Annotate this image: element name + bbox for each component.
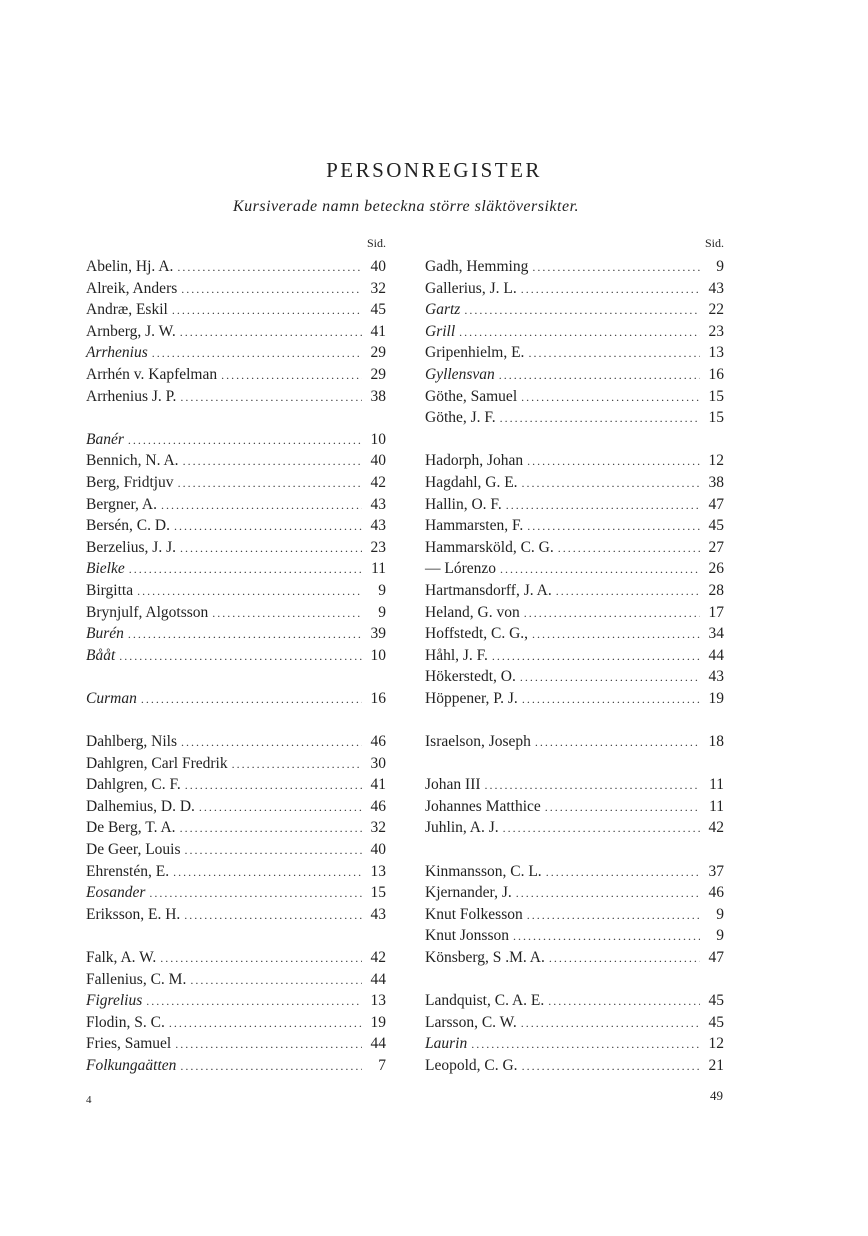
- dot-leader: [500, 559, 700, 581]
- index-column-right: [425, 236, 724, 1077]
- entry-name: Juhlin, A. J.: [425, 819, 499, 837]
- section-gap: [86, 925, 386, 947]
- index-entry: [86, 494, 386, 516]
- index-entries-right: [425, 256, 724, 1077]
- index-entry: [86, 537, 386, 559]
- index-entry: [86, 321, 386, 343]
- dot-leader: [516, 883, 700, 905]
- entry-page: 9: [378, 581, 386, 599]
- entry-name: Bielke: [86, 560, 125, 578]
- index-entry: [425, 817, 724, 839]
- entry-name: Dahlgren, C. F.: [86, 776, 181, 794]
- dot-leader: [181, 732, 362, 754]
- entry-page: 43: [708, 668, 724, 686]
- dot-leader: [521, 387, 700, 409]
- index-entry: [425, 882, 724, 904]
- entry-name: Bergner, A.: [86, 495, 157, 513]
- index-entry: [425, 494, 724, 516]
- entry-name: Hallin, O. F.: [425, 495, 502, 513]
- dot-leader: [459, 322, 700, 344]
- index-entry: [425, 1033, 724, 1055]
- dot-leader: [141, 689, 362, 711]
- dot-leader: [500, 408, 700, 430]
- dot-leader: [545, 797, 700, 819]
- entry-name: Alreik, Anders: [86, 279, 178, 297]
- index-entry: [425, 731, 724, 753]
- entry-page: 29: [370, 344, 386, 362]
- section-gap: [86, 407, 386, 429]
- entry-page: 9: [378, 603, 386, 621]
- dot-leader: [556, 581, 700, 603]
- entry-name: Bennich, N. A.: [86, 452, 179, 470]
- entry-page: 26: [708, 560, 724, 578]
- entry-page: 13: [708, 344, 724, 362]
- entry-name: Hammarsten, F.: [425, 517, 524, 535]
- index-entry: [86, 299, 386, 321]
- dot-leader: [524, 603, 700, 625]
- entry-name: Ehrenstén, E.: [86, 862, 170, 880]
- entry-page: 30: [370, 754, 386, 772]
- entry-name: Gadh, Hemming: [425, 258, 529, 275]
- dot-leader: [532, 624, 700, 646]
- entry-page: 23: [370, 538, 386, 556]
- dot-leader: [548, 991, 700, 1013]
- dot-leader: [212, 603, 362, 625]
- entry-name: Grill: [425, 322, 456, 340]
- dot-leader: [128, 624, 362, 646]
- entry-page: 42: [370, 949, 386, 966]
- index-entry: [86, 645, 386, 667]
- entry-page: 41: [370, 776, 386, 794]
- dot-leader: [232, 754, 362, 776]
- index-entry: [425, 796, 724, 818]
- dot-leader: [527, 516, 700, 538]
- index-entry: [425, 580, 724, 602]
- entry-page: 43: [708, 279, 724, 297]
- entry-name: Landquist, C. A. E.: [425, 992, 545, 1010]
- entry-page: 44: [370, 1035, 386, 1053]
- dot-leader: [180, 538, 362, 560]
- entry-page: 34: [708, 625, 724, 643]
- entry-name: De Geer, Louis: [86, 841, 181, 859]
- entry-name: Israelson, Joseph: [425, 733, 531, 751]
- index-entry: [86, 602, 386, 624]
- index-entry: [86, 861, 386, 883]
- index-entry: [86, 947, 386, 969]
- entry-page: 15: [370, 884, 386, 902]
- dot-leader: [520, 667, 700, 689]
- index-entry: [425, 774, 724, 796]
- entry-page: 37: [708, 862, 724, 880]
- entry-name: — Lórenzo: [425, 560, 497, 578]
- entry-page: 45: [708, 992, 724, 1010]
- dot-leader: [499, 365, 700, 387]
- entry-name: Birgitta: [86, 581, 134, 599]
- index-entry: [86, 1033, 386, 1055]
- dot-leader: [184, 905, 362, 927]
- index-entry: [425, 666, 724, 688]
- entry-name: Johannes Matthice: [425, 797, 541, 815]
- index-entry: [86, 753, 386, 775]
- dot-leader: [160, 948, 362, 970]
- dot-leader: [521, 1013, 700, 1035]
- entry-name: Brynjulf, Algotsson: [86, 603, 209, 621]
- entry-name: Fallenius, C. M.: [86, 970, 187, 988]
- dot-leader: [152, 343, 362, 365]
- entry-name: Göthe, Samuel: [425, 387, 518, 405]
- entry-page: 7: [378, 1056, 386, 1074]
- entry-name: Eosander: [86, 884, 146, 902]
- dot-leader: [180, 818, 362, 840]
- entry-page: 23: [708, 322, 724, 340]
- dot-leader: [532, 257, 700, 279]
- section-gap: [86, 709, 386, 731]
- dot-leader: [190, 970, 362, 992]
- signature-mark: 4: [86, 1094, 92, 1106]
- index-entry: [425, 623, 724, 645]
- dot-leader: [172, 300, 362, 322]
- entry-page: 47: [708, 495, 724, 513]
- entry-page: 9: [716, 927, 724, 945]
- index-entry: [425, 904, 724, 926]
- index-entry: [86, 623, 386, 645]
- index-entry: [86, 774, 386, 796]
- entry-name: Dalhemius, D. D.: [86, 797, 195, 815]
- entry-name: Johan III: [425, 776, 481, 794]
- entry-name: Dahlgren, Carl Fredrik: [86, 754, 228, 772]
- index-entry: [425, 1055, 724, 1077]
- entry-page: 46: [708, 884, 724, 902]
- entry-name: Bersén, C. D.: [86, 517, 170, 535]
- index-entry: [425, 645, 724, 667]
- entry-name: Kinmansson, C. L.: [425, 862, 542, 880]
- entry-page: 32: [370, 819, 386, 837]
- entry-name: Kjernander, J.: [425, 884, 512, 902]
- entry-name: Hoffstedt, C. G.,: [425, 625, 529, 643]
- index-entry: [86, 515, 386, 537]
- dot-leader: [535, 732, 700, 754]
- index-entry: [86, 969, 386, 991]
- index-entries-left: [86, 256, 386, 1077]
- entry-name: Gallerius, J. L.: [425, 279, 517, 297]
- entry-name: Höppener, P. J.: [425, 689, 518, 707]
- dot-leader: [558, 538, 700, 560]
- entry-name: Hartmansdorff, J. A.: [425, 581, 552, 599]
- entry-page: 10: [370, 430, 386, 448]
- entry-page: 13: [370, 862, 386, 880]
- section-gap: [425, 753, 724, 775]
- index-entry: [86, 558, 386, 580]
- entry-page: 11: [371, 560, 386, 578]
- entry-page: 11: [709, 776, 724, 794]
- dot-leader: [177, 257, 362, 279]
- dot-leader: [129, 559, 362, 581]
- dot-leader: [180, 1056, 362, 1078]
- entry-page: 42: [708, 819, 724, 837]
- entry-page: 44: [708, 646, 724, 664]
- entry-name: Göthe, J. F.: [425, 409, 496, 427]
- entry-name: Gartz: [425, 301, 461, 319]
- entry-page: 44: [370, 970, 386, 988]
- dot-leader: [522, 689, 700, 711]
- entry-name: Könsberg, S .M. A.: [425, 949, 545, 966]
- entry-page: 12: [708, 452, 724, 470]
- entry-page: 42: [370, 473, 386, 491]
- entry-page: 15: [708, 387, 724, 405]
- dot-leader: [175, 1034, 362, 1056]
- entry-page: 46: [370, 733, 386, 751]
- dot-leader: [185, 775, 362, 797]
- index-entry: [86, 386, 386, 408]
- entry-name: Håhl, J. F.: [425, 646, 488, 664]
- dot-leader: [527, 905, 700, 927]
- index-entry: [86, 1012, 386, 1034]
- dot-leader: [522, 1056, 700, 1078]
- entry-name: Berzelius, J. J.: [86, 538, 176, 556]
- dot-leader: [183, 451, 362, 473]
- entry-name: De Berg, T. A.: [86, 819, 176, 837]
- dot-leader: [173, 862, 362, 884]
- dot-leader: [221, 365, 362, 387]
- index-entry: [425, 537, 724, 559]
- entry-name: Larsson, C. W.: [425, 1013, 517, 1031]
- entry-name: Hadorph, Johan: [425, 452, 524, 470]
- entry-page: 13: [370, 992, 386, 1010]
- index-entry: [86, 882, 386, 904]
- entry-page: 28: [708, 581, 724, 599]
- dot-leader: [492, 646, 700, 668]
- index-entry: [86, 472, 386, 494]
- entry-name: Andræ, Eskil: [86, 301, 168, 319]
- entry-name: Laurin: [425, 1035, 468, 1053]
- index-entry: [425, 602, 724, 624]
- entry-page: 15: [708, 409, 724, 427]
- page-number: 49: [710, 1088, 723, 1103]
- entry-page: 21: [708, 1056, 724, 1074]
- page-column-label: Sid.: [366, 236, 386, 250]
- entry-page: 9: [716, 905, 724, 923]
- dot-leader: [546, 862, 700, 884]
- dot-leader: [506, 495, 700, 517]
- entry-page: 40: [370, 452, 386, 470]
- page-title: PERSONREGISTER: [326, 158, 542, 182]
- index-entry: [425, 299, 724, 321]
- index-entry: [425, 990, 724, 1012]
- entry-page: 22: [708, 301, 724, 319]
- index-entry: [425, 342, 724, 364]
- index-entry: [86, 342, 386, 364]
- entry-page: 9: [716, 258, 724, 275]
- entry-page: 43: [370, 905, 386, 923]
- index-entry: [425, 278, 724, 300]
- entry-page: 39: [370, 625, 386, 643]
- entry-name: Leopold, C. G.: [425, 1056, 518, 1074]
- entry-name: Abelin, Hj. A.: [86, 258, 174, 275]
- entry-page: 19: [708, 689, 724, 707]
- entry-name: Heland, G. von: [425, 603, 520, 621]
- entry-name: Arrhén v. Kapfelman: [86, 365, 218, 383]
- entry-name: Burén: [86, 625, 124, 643]
- dot-leader: [185, 840, 363, 862]
- dot-leader: [128, 430, 362, 452]
- index-entry: [86, 817, 386, 839]
- entry-name: Hagdahl, G. E.: [425, 473, 518, 491]
- entry-page: 32: [370, 279, 386, 297]
- entry-page: 41: [370, 322, 386, 340]
- entry-name: Figrelius: [86, 992, 143, 1010]
- entry-page: 45: [708, 1013, 724, 1031]
- entry-name: Falk, A. W.: [86, 949, 157, 966]
- index-entry: [425, 861, 724, 883]
- index-entry: [425, 472, 724, 494]
- dot-leader: [178, 473, 362, 495]
- index-entry: [425, 1012, 724, 1034]
- entry-name: Berg, Fridtjuv: [86, 473, 174, 491]
- entry-page: 43: [370, 495, 386, 513]
- section-gap: [425, 969, 724, 991]
- entry-page: 16: [708, 365, 724, 383]
- index-entry: [425, 947, 724, 969]
- entry-name: Gyllensvan: [425, 365, 495, 383]
- section-gap: [86, 666, 386, 688]
- entry-name: Folkungaätten: [86, 1056, 177, 1074]
- entry-name: Dahlberg, Nils: [86, 733, 177, 751]
- dot-leader: [137, 581, 362, 603]
- dot-leader: [180, 387, 362, 409]
- page-subtitle: Kursiverade namn beteckna större släktöversikter.: [232, 198, 580, 215]
- index-entry: [425, 558, 724, 580]
- index-entry: [425, 321, 724, 343]
- entry-page: 38: [370, 387, 386, 405]
- index-entry: [425, 925, 724, 947]
- index-entry: [86, 450, 386, 472]
- entry-page: 11: [709, 797, 724, 815]
- entry-name: Banér: [86, 430, 124, 448]
- index-entry: [86, 429, 386, 451]
- entry-name: Arrhenius J. P.: [86, 387, 177, 405]
- entry-page: 45: [370, 301, 386, 319]
- entry-page: 38: [708, 473, 724, 491]
- dot-leader: [471, 1034, 700, 1056]
- dot-leader: [146, 991, 362, 1013]
- dot-leader: [527, 451, 700, 473]
- dot-leader: [503, 818, 700, 840]
- entry-name: Knut Jonsson: [425, 927, 509, 945]
- dot-leader: [181, 279, 362, 301]
- entry-name: Hammarsköld, C. G.: [425, 538, 554, 556]
- dot-leader: [485, 775, 700, 797]
- entry-page: 16: [370, 689, 386, 707]
- entry-name: Curman: [86, 689, 137, 707]
- index-entry: [86, 731, 386, 753]
- dot-leader: [119, 646, 362, 668]
- entry-page: 12: [708, 1035, 724, 1053]
- index-entry: [425, 256, 724, 278]
- entry-name: Arrhenius: [86, 344, 148, 362]
- index-entry: [425, 364, 724, 386]
- entry-name: Hökerstedt, O.: [425, 668, 516, 686]
- entry-page: 10: [370, 646, 386, 664]
- entry-name: Fries, Samuel: [86, 1035, 172, 1053]
- entry-name: Bååt: [86, 646, 116, 664]
- index-entry: [425, 407, 724, 429]
- index-entry: [425, 515, 724, 537]
- index-entry: [425, 386, 724, 408]
- entry-page: 46: [370, 797, 386, 815]
- entry-name: Gripenhielm, E.: [425, 344, 525, 362]
- dot-leader: [549, 948, 700, 970]
- dot-leader: [521, 279, 700, 301]
- entry-page: 43: [370, 517, 386, 535]
- page-column-label: Sid.: [704, 236, 724, 250]
- dot-leader: [199, 797, 362, 819]
- dot-leader: [161, 495, 362, 517]
- index-entry: [86, 796, 386, 818]
- entry-page: 27: [708, 538, 724, 556]
- entry-page: 47: [708, 949, 724, 966]
- dot-leader: [180, 322, 362, 344]
- index-entry: [86, 278, 386, 300]
- entry-name: Knut Folkesson: [425, 905, 523, 923]
- index-entry: [425, 450, 724, 472]
- dot-leader: [522, 473, 700, 495]
- index-column-left: [86, 236, 386, 1077]
- entry-page: 18: [708, 733, 724, 751]
- entry-name: Arnberg, J. W.: [86, 322, 176, 340]
- index-entry: [86, 904, 386, 926]
- entry-page: 17: [708, 603, 724, 621]
- index-entry: [86, 1055, 386, 1077]
- section-gap: [425, 839, 724, 861]
- index-entry: [86, 580, 386, 602]
- entry-page: 45: [708, 517, 724, 535]
- index-entry: [86, 364, 386, 386]
- section-gap: [425, 429, 724, 451]
- entry-page: 40: [370, 841, 386, 859]
- entry-page: 29: [370, 365, 386, 383]
- section-gap: [425, 709, 724, 731]
- index-entry: [425, 688, 724, 710]
- dot-leader: [149, 883, 362, 905]
- index-entry: [86, 256, 386, 278]
- dot-leader: [464, 300, 700, 322]
- index-entry: [86, 990, 386, 1012]
- dot-leader: [528, 343, 700, 365]
- index-entry: [86, 688, 386, 710]
- entry-page: 40: [370, 258, 386, 275]
- entry-name: Flodin, S. C.: [86, 1013, 165, 1031]
- entry-name: Eriksson, E. H.: [86, 905, 181, 923]
- dot-leader: [513, 926, 700, 948]
- entry-page: 19: [370, 1013, 386, 1031]
- dot-leader: [174, 516, 362, 538]
- dot-leader: [169, 1013, 362, 1035]
- index-entry: [86, 839, 386, 861]
